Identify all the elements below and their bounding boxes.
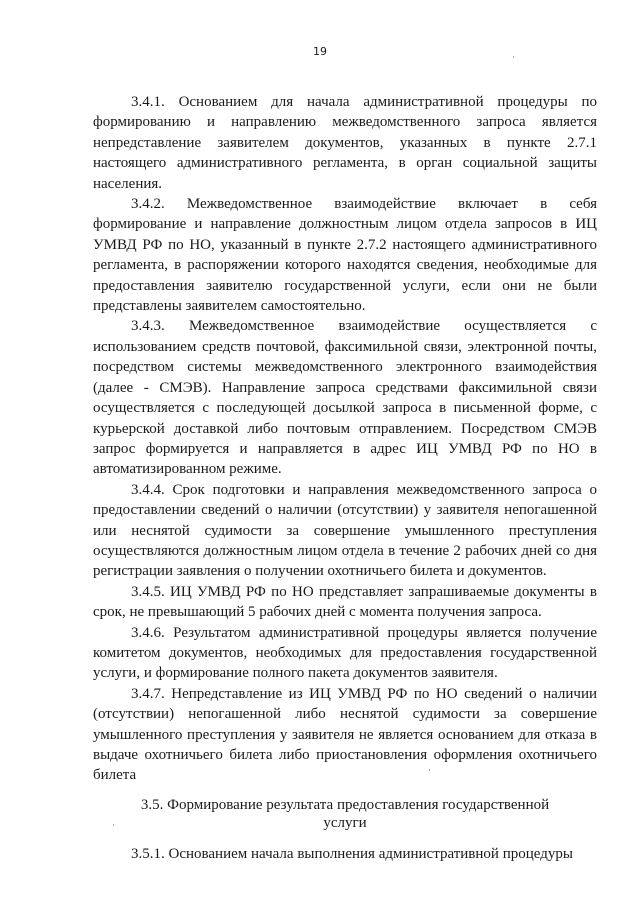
scan-speck: ·: [112, 820, 115, 830]
section-heading-line-2: услуги: [323, 814, 367, 831]
paragraph-3-5-1: 3.5.1. Основанием начала выполнения административной процедуры: [131, 845, 573, 862]
scan-speck: ·: [428, 765, 431, 775]
paragraph-3-4-7: 3.4.7. Непредставление из ИЦ УМВД РФ по НО сведений о наличии (отсутствии) непогашенной либо неснятой судимости за совершение умышленного преступления у заявителя не является основанием для отказа в выдаче охотничьего билета либо приостановления оформления охотничьего билета: [93, 685, 597, 784]
paragraph-3-4-6: 3.4.6. Результатом административной процедуры является получение комитетом документов, необходимых для предоставления государственной услуги, и формирование полного пакета документов заявителя.: [93, 624, 597, 682]
paragraph-3-4-3: 3.4.3. Межведомственное взаимодействие осуществляется с использованием средств почтовой, факсимильной связи, электронной почты, посредством системы межведомственного электронного взаимодействия (далее - СМЭВ). Направление запроса средствами факсимильной связи осуществляется с последующей досылкой запроса в письменной форме, с курьерской доставкой либо почтовым отправлением. Посредством СМЭВ запрос формируется и направляется в адрес ИЦ УМВД РФ по НО в автоматизированном режиме.: [93, 318, 597, 478]
scan-speck: ·: [512, 52, 515, 62]
page-number: 19: [313, 45, 327, 58]
paragraph-3-4-4: 3.4.4. Срок подготовки и направления межведомственного запроса о предоставлении сведений о наличии (отсутствии) у заявителя непогашенной или неснятой судимости за совершение умышленного преступления осуществляются должностным лицом отдела в течение 2 рабочих дней со дня регистрации заявления о получении охотничьего билета и документов.: [93, 481, 597, 580]
paragraph-3-4-2: 3.4.2. Межведомственное взаимодействие включает в себя формирование и направление должностным лицом отдела запросов в ИЦ УМВД РФ по НО, указанный в пункте 2.7.2 настоящего административного регламента, в распоряжении которого находятся сведения, необходимые для предоставления заявителю государственной услуги, если они не были представлены заявителем самостоятельно.: [93, 196, 597, 315]
paragraph-3-4-5: 3.4.5. ИЦ УМВД РФ по НО представляет запрашиваемые документы в срок, не превышающий 5 рабочих дней с момента получения запроса.: [93, 583, 597, 621]
document-body: [93, 92, 597, 864]
spacer: [93, 832, 597, 844]
paragraph-3-4-1: 3.4.1. Основанием для начала административной процедуры по формированию и направлению межведомственного запроса является непредставление заявителем документов, указанных в пункте 2.7.1 настоящего административного регламента, в орган социальной защиты населения.: [93, 94, 597, 192]
section-heading-line-1: 3.5. Формирование результата предоставления государственной: [140, 796, 550, 813]
section-heading-3-5: [93, 796, 597, 832]
